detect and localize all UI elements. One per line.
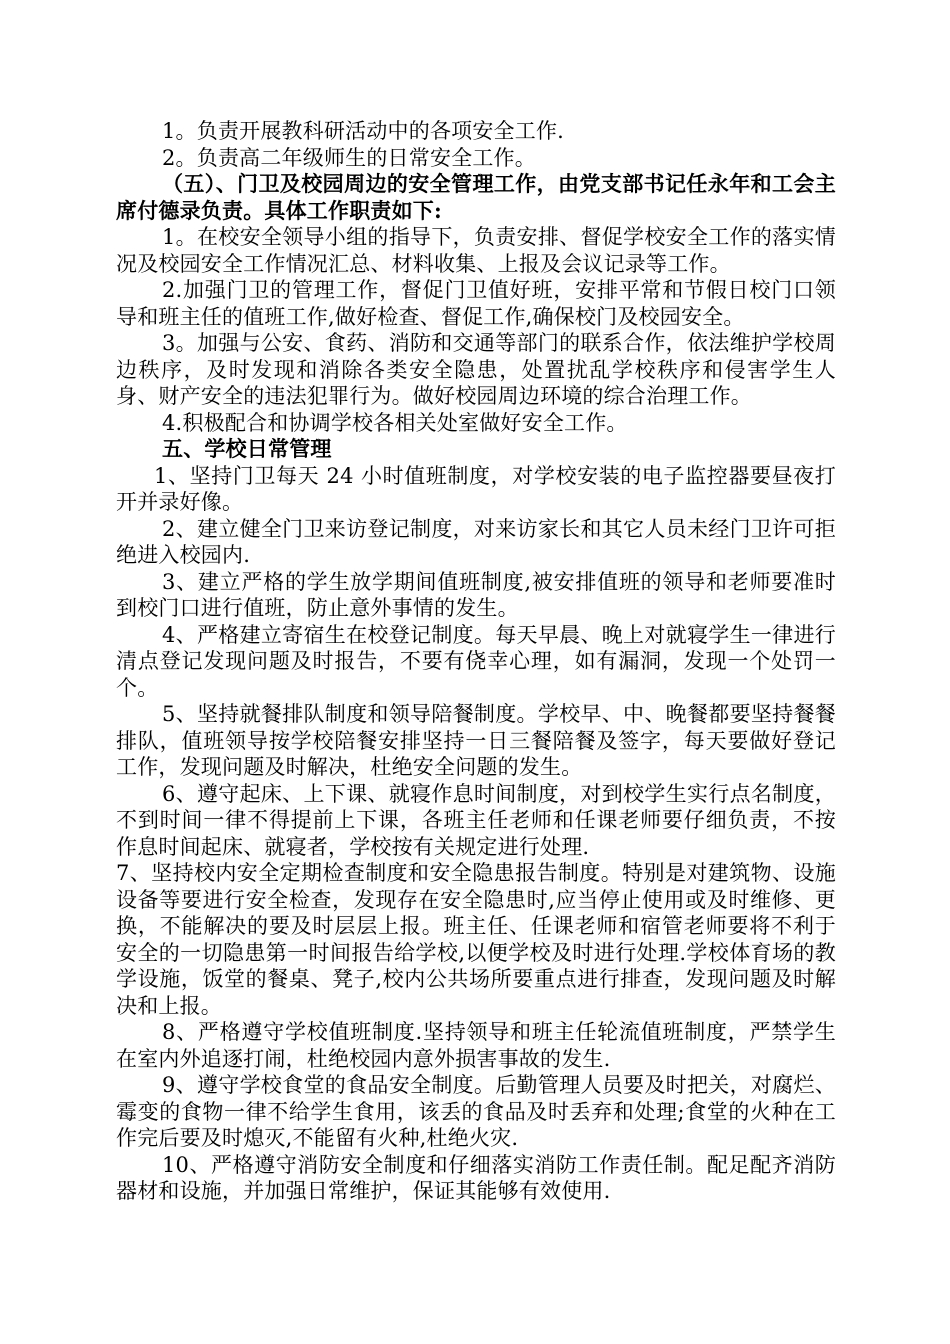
paragraph-item-8: 2、建立健全门卫来访登记制度，对来访家长和其它人员未经门卫许可拒绝进入校园内. [116, 516, 836, 567]
paragraph-item-12: 6、遵守起床、上下课、就寝作息时间制度，对到校学生实行点名制度，不到时间一律不得提前上下课，各班主任老师和任课老师要仔细负责，不按作息时间起床、就寝者，学校按有关规定进行处理. [116, 781, 836, 859]
paragraph-item-9: 3、建立严格的学生放学期间值班制度,被安排值班的领导和老师要准时到校门口进行值班，防止意外事情的发生。 [116, 569, 836, 620]
paragraph-item-2: 2。负责高二年级师生的日常安全工作。 [162, 145, 536, 170]
section-heading-daily-management: 五、学校日常管理 [162, 436, 332, 461]
paragraph-item-13: 7、坚持校内安全定期检查制度和安全隐患报告制度。特别是对建筑物、设施设备等要进行安全检查，发现存在安全隐患时,应当停止使用或及时维修、更换，不能解决的要及时层层上报。班主任、任课老师和宿管老师要将不利于安全的一切隐患第一时间报告给学校,以便学校及时进行处理.学校体育场的教学设施，饭堂的餐桌、凳子,校内公共场所要重点进行排查，发现问题及时解决和上报。 [116, 861, 836, 1018]
paragraph-item-10: 4、严格建立寄宿生在校登记制度。每天早晨、晚上对就寝学生一律进行清点登记发现问题及时报告，不要有侥幸心理，如有漏洞，发现一个处罚一个。 [116, 622, 836, 700]
paragraph-item-4: 2.加强门卫的管理工作，督促门卫值好班，安排平常和节假日校门口领导和班主任的值班工作,做好检查、督促工作,确保校门及校园安全。 [116, 278, 836, 329]
paragraph-item-15: 9、遵守学校食堂的食品安全制度。后勤管理人员要及时把关，对腐烂、霉变的食物一律不给学生食用，该丢的食品及时丢弃和处理;食堂的火种在工作完后要及时熄灭,不能留有火种,杜绝火灾. [116, 1073, 836, 1150]
paragraph-item-11: 5、坚持就餐排队制度和领导陪餐制度。学校早、中、晚餐都要坚持餐餐排队，值班领导按学校陪餐安排坚持一日三餐陪餐及签字，每天要做好登记工作，发现问题及时解决，杜绝安全问题的发生。 [116, 702, 836, 779]
paragraph-item-3: 1。在校安全领导小组的指导下，负责安排、督促学校安全工作的落实情况及校园安全工作情况汇总、材料收集、上报及会议记录等工作。 [116, 225, 836, 276]
document-page [116, 118, 836, 1205]
paragraph-item-1: 1。负责开展教科研活动中的各项安全工作. [162, 119, 565, 143]
paragraph-item-16: 10、严格遵守消防安全制度和仔细落实消防工作责任制。配足配齐消防器材和设施，并加强日常维护，保证其能够有效使用. [116, 1152, 836, 1203]
paragraph-item-5: 3。加强与公安、食药、消防和交通等部门的联系合作，依法维护学校周边秩序，及时发现和消除各类安全隐患，处置扰乱学校秩序和侵害学生人身、财产安全的违法犯罪行为。做好校园周边环境的综合治理工作。 [116, 331, 836, 408]
paragraph-item-14: 8、严格遵守学校值班制度.坚持领导和班主任轮流值班制度，严禁学生在室内外追逐打闹，杜绝校园内意外损害事故的发生. [116, 1020, 836, 1071]
section-heading-gate-security: （五）、门卫及校园周边的安全管理工作，由党支部书记任永年和工会主席付德录负责。具体工作职责如下: [116, 171, 836, 223]
paragraph-item-7: 1、坚持门卫每天 24 小时值班制度，对学校安装的电子监控器要昼夜打开并录好像。 [116, 463, 836, 514]
paragraph-item-6: 4.积极配合和协调学校各相关处室做好安全工作。 [162, 410, 628, 435]
